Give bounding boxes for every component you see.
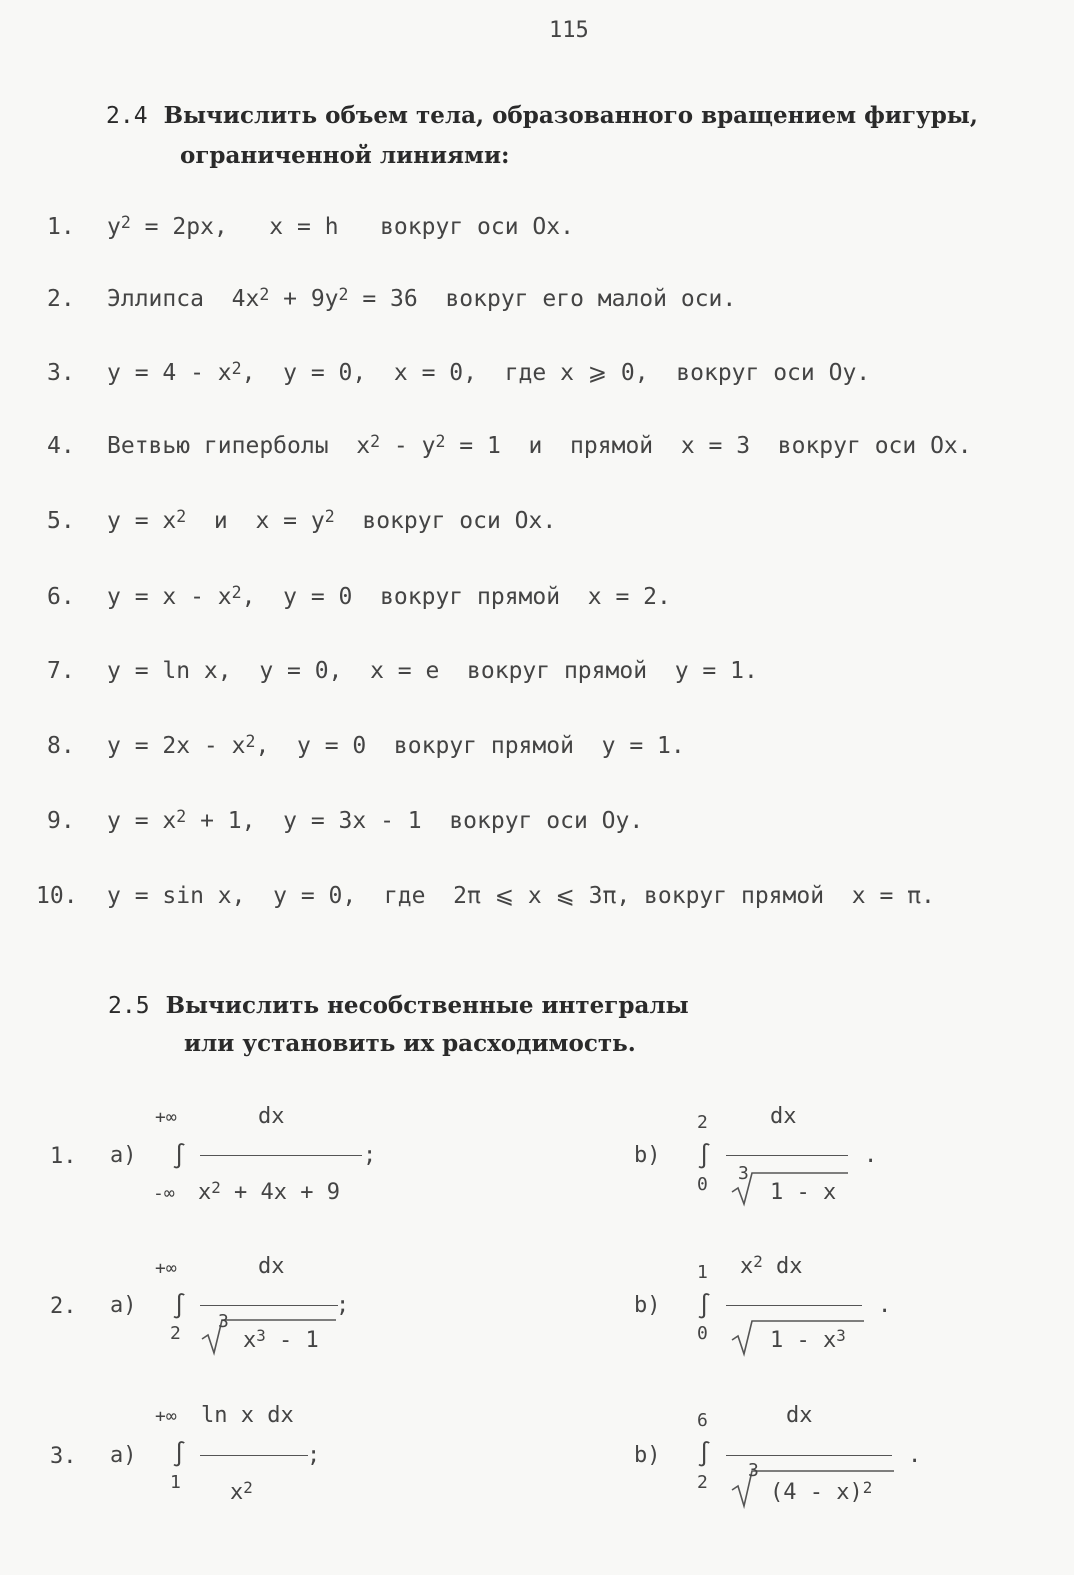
integral-upper-limit: 1 xyxy=(697,1262,708,1283)
problem-number: 3. xyxy=(50,1444,77,1469)
item-number: 9. xyxy=(47,808,75,834)
item-number: 1. xyxy=(47,214,75,240)
root-index: 3 xyxy=(738,1163,749,1184)
part-label: b) xyxy=(634,1293,661,1318)
section-number: 2.4 xyxy=(106,103,148,129)
section-2-5-title-line2: или установить их расходимость. xyxy=(184,1030,636,1057)
list-item-9 xyxy=(0,808,1074,838)
item-text: y = ln x, y = 0, x = e вокруг прямой y = 1. xyxy=(107,658,758,684)
list-item-4 xyxy=(0,433,1074,463)
section-number: 2.5 xyxy=(108,993,150,1019)
integral-lower-limit: 0 xyxy=(697,1323,708,1344)
integral-sign: ∫ xyxy=(697,1142,712,1170)
integral-upper-limit: +∞ xyxy=(155,1406,177,1427)
denominator: $x^2$ xyxy=(230,1478,253,1505)
separator: . xyxy=(864,1143,878,1168)
item-text: $y = x - x^2$, y = 0 вокруг прямой x = 2. xyxy=(107,583,671,610)
item-number: 7. xyxy=(47,658,75,684)
separator: ; xyxy=(336,1293,350,1318)
part-label: a) xyxy=(110,1443,137,1468)
item-number: 6. xyxy=(47,584,75,610)
integral-lower-limit: 1 xyxy=(170,1472,181,1493)
item-number: 3. xyxy=(47,360,75,386)
numerator: dx xyxy=(786,1403,813,1428)
denominator: $1 - x^3$ xyxy=(770,1326,846,1353)
numerator: ln x dx xyxy=(201,1403,294,1428)
list-item-1 xyxy=(0,214,1074,244)
separator: . xyxy=(908,1443,922,1468)
separator: ; xyxy=(307,1443,321,1468)
separator: ; xyxy=(363,1143,377,1168)
item-text: $y = 2x - x^2$, y = 0 вокруг прямой y = 1. xyxy=(107,732,685,759)
fraction-bar xyxy=(200,1155,362,1156)
list-item-5 xyxy=(0,508,1074,538)
fraction-bar xyxy=(726,1305,862,1306)
integral-sign: ∫ xyxy=(172,1440,187,1468)
item-text: $y^2 = 2px$, x = h вокруг оси Ox. xyxy=(107,213,574,240)
integral-lower-limit: 2 xyxy=(170,1323,181,1344)
integral-sign: ∫ xyxy=(172,1142,187,1170)
denominator: (4 - x)$^2$ xyxy=(770,1478,873,1505)
section-title: Вычислить несобственные интегралы xyxy=(165,992,689,1019)
list-item-6 xyxy=(0,584,1074,614)
list-item-3 xyxy=(0,360,1074,390)
item-number: 4. xyxy=(47,433,75,459)
section-2-4-title-line2: ограниченной линиями: xyxy=(180,142,510,169)
section-2-5-title-line1 xyxy=(108,992,689,1019)
list-item-10 xyxy=(0,883,1074,913)
fraction-bar xyxy=(200,1305,338,1306)
part-label: a) xyxy=(110,1293,137,1318)
numerator: $x^2$ dx xyxy=(740,1252,803,1279)
list-item-8 xyxy=(0,733,1074,763)
denominator: $x^3 - 1$ xyxy=(243,1326,319,1353)
separator: . xyxy=(878,1293,892,1318)
item-number: 8. xyxy=(47,733,75,759)
list-item-2 xyxy=(0,286,1074,316)
item-text: Эллипса $4x^2 + 9y^2 = 36$ вокруг его малой оси. xyxy=(107,285,737,312)
integral-lower-limit: 2 xyxy=(697,1472,708,1493)
numerator: dx xyxy=(258,1104,285,1129)
section-2-4-title-line1 xyxy=(106,102,978,129)
integral-upper-limit: +∞ xyxy=(155,1258,177,1279)
problem-number: 2. xyxy=(50,1294,77,1319)
section-title: Вычислить объем тела, образованного вращением фигуры, xyxy=(163,102,978,129)
root-index: 3 xyxy=(218,1311,229,1332)
item-text: y = sin x, y = 0, где 2π ⩽ x ⩽ 3π, вокруг прямой x = π. xyxy=(107,883,935,909)
item-number: 2. xyxy=(47,286,75,312)
list-item-7 xyxy=(0,658,1074,688)
integral-upper-limit: 6 xyxy=(697,1410,708,1431)
item-number: 5. xyxy=(47,508,75,534)
denominator: $x^2 + 4x + 9$ xyxy=(198,1178,340,1205)
integral-lower-limit: 0 xyxy=(697,1174,708,1195)
part-label: b) xyxy=(634,1143,661,1168)
problem-number: 1. xyxy=(50,1144,77,1169)
denominator: 1 - x xyxy=(770,1180,837,1205)
fraction-bar xyxy=(726,1155,848,1156)
item-text: $y = 4 - x^2$, y = 0, x = 0, где x ⩾ 0, вокруг оси Oy. xyxy=(107,359,871,386)
numerator: dx xyxy=(770,1104,797,1129)
integral-sign: ∫ xyxy=(697,1292,712,1320)
integral-lower-limit: -∞ xyxy=(153,1183,175,1204)
item-text: $y = x^2$ и $x = y^2$ вокруг оси Ox. xyxy=(107,507,557,534)
fraction-bar xyxy=(200,1455,308,1456)
fraction-bar xyxy=(726,1455,892,1456)
integral-sign: ∫ xyxy=(172,1292,187,1320)
integral-sign: ∫ xyxy=(697,1440,712,1468)
integral-upper-limit: +∞ xyxy=(155,1107,177,1128)
item-text: $y = x^2 + 1$, y = 3x - 1 вокруг оси Oy. xyxy=(107,807,644,834)
root-index: 3 xyxy=(748,1460,759,1481)
numerator: dx xyxy=(258,1254,285,1279)
page-number: 115 xyxy=(549,18,589,43)
item-number: 10. xyxy=(36,883,78,909)
integral-upper-limit: 2 xyxy=(697,1112,708,1133)
part-label: b) xyxy=(634,1443,661,1468)
item-text: Ветвью гиперболы $x^2 - y^2 = 1$ и прямой x = 3 вокруг оси Ox. xyxy=(107,432,972,459)
part-label: a) xyxy=(110,1143,137,1168)
